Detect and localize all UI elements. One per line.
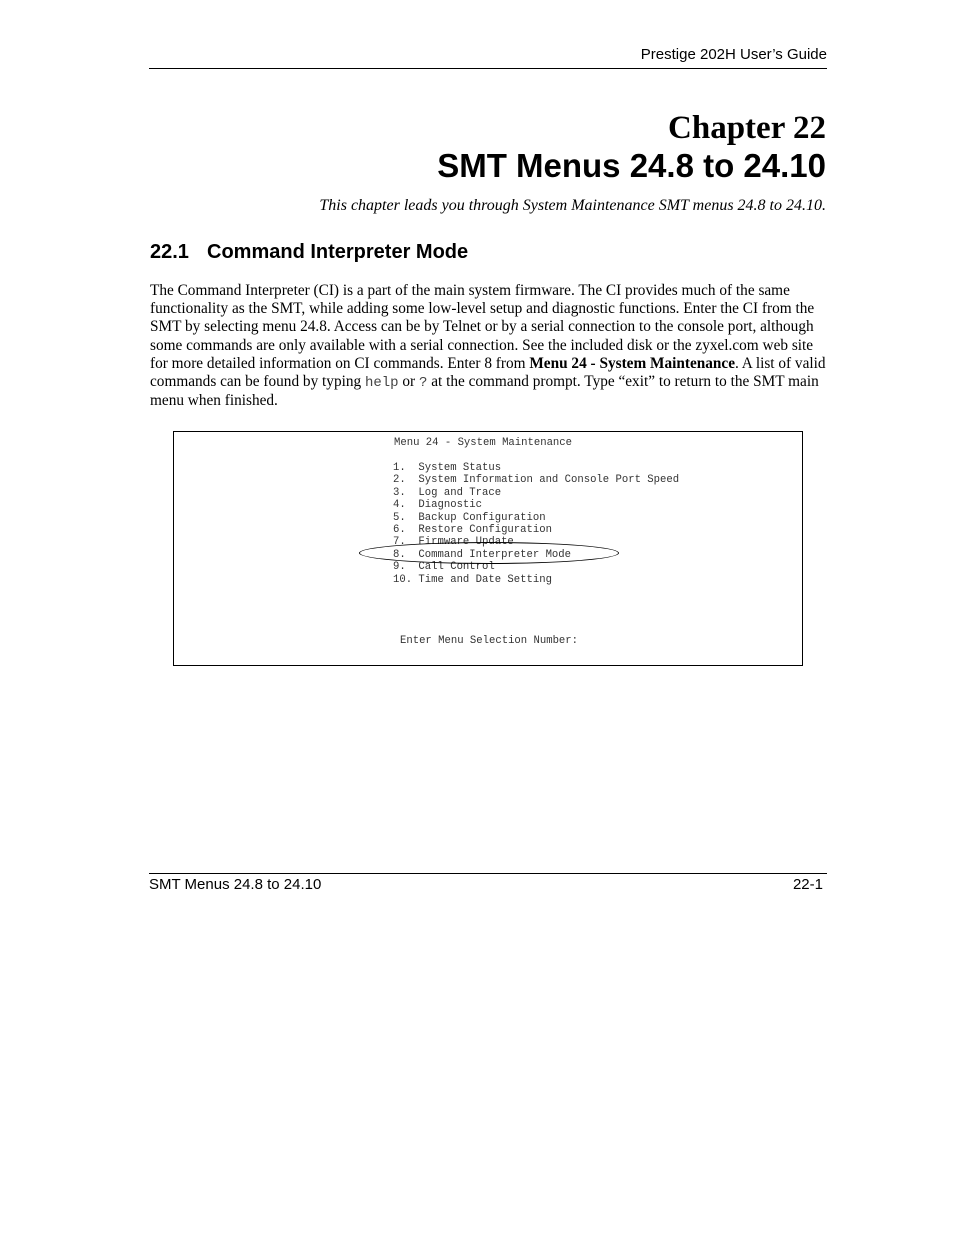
chapter-intro: This chapter leads you through System Maintenance SMT menus 24.8 to 24.10. (319, 197, 826, 214)
menu-item-4: 4. Diagnostic (393, 499, 483, 512)
menu-item-9: 9. Call Control (393, 561, 495, 574)
chapter-title: SMT Menus 24.8 to 24.10 (437, 147, 826, 184)
menu-item-10: 10. Time and Date Setting (393, 573, 552, 586)
menu-item-2: 2. System Information and Console Port Speed (393, 474, 680, 487)
running-header: Prestige 202H User’s Guide (640, 46, 827, 63)
para-text-3: or (398, 373, 419, 391)
menu-name-bold: Menu 24 - System Maintenance (529, 354, 735, 372)
menu-item-7: 7. Firmware Update (393, 536, 514, 549)
terminal-prompt: Enter Menu Selection Number: (400, 635, 579, 647)
body-paragraph (150, 282, 828, 410)
menu-item-6: 6. Restore Configuration (393, 524, 552, 536)
section-heading (150, 239, 827, 265)
highlight-ellipse (359, 542, 619, 564)
terminal-menu-title: Menu 24 - System Maintenance (394, 437, 573, 449)
para-text-2: . A list of valid commands can be found by typing (150, 354, 826, 391)
menu-item-1: 1. System Status (393, 462, 502, 474)
menu-item-3: 3. Log and Trace (393, 486, 502, 499)
help-command: help (364, 375, 399, 392)
menu-item-5: 5. Backup Configuration (393, 511, 546, 524)
question-command: ? (418, 375, 428, 392)
menu-item-8: 8. Command Interpreter Mode (393, 548, 572, 561)
footer-page-number: 22-1 (792, 876, 823, 893)
footer-rule (149, 873, 827, 874)
para-text-4: at the command prompt. Type “exit” to return to the SMT main menu when finished. (150, 373, 819, 410)
section-number: 22.1 (150, 241, 189, 263)
footer-chapter-title: SMT Menus 24.8 to 24.10 (149, 876, 322, 893)
chapter-label: Chapter 22 (668, 110, 826, 146)
terminal-screen (173, 431, 803, 666)
section-title: Command Interpreter Mode (207, 241, 469, 263)
para-text-1: The Command Interpreter (CI) is a part of the main system firmware. The CI provides much of the same functionality as the SMT, while adding some low-level setup and diagnostic functions. Enter the CI from the SMT by selecting menu 24.8. Access can be by Telnet or by a serial connection to the console port, although some commands are only available with a serial connection. See the included disk or the zyxel.com web site for more detailed information on CI commands. Enter 8 from (150, 282, 815, 372)
header-rule (149, 68, 827, 69)
